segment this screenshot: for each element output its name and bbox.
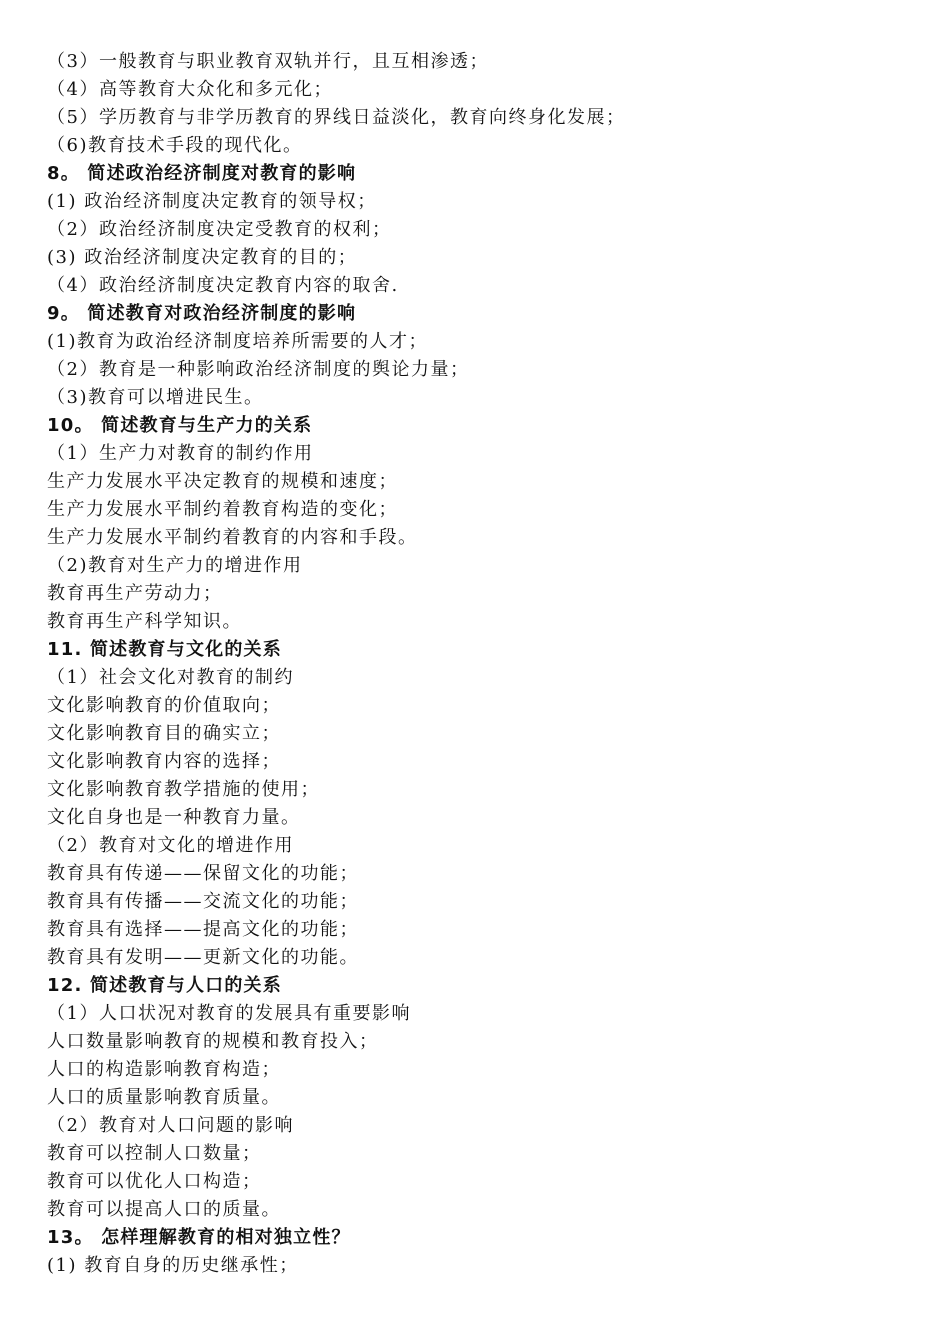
- body-text-line: 生产力发展水平制约着教育构造的变化；: [47, 499, 398, 520]
- list-item: （1）社会文化对教育的制约: [47, 667, 294, 688]
- list-item: （1）生产力对教育的制约作用: [47, 443, 314, 464]
- section-heading: 10。 简述教育与生产力的关系: [47, 415, 313, 436]
- body-text-line: 教育具有传播——交流文化的功能；: [47, 891, 359, 912]
- list-item: （2）教育是一种影响政治经济制度的舆论力量；: [47, 359, 470, 380]
- body-text-line: 文化影响教育教学措施的使用；: [47, 779, 320, 800]
- body-text-line: 文化自身也是一种教育力量。: [47, 807, 301, 828]
- list-item: （4）政治经济制度决定教育内容的取舍.: [47, 275, 399, 296]
- body-text-line: 人口的构造影响教育构造；: [47, 1059, 281, 1080]
- list-item: (3) 政治经济制度决定教育的目的；: [47, 247, 358, 268]
- list-item: （2）教育对人口问题的影响: [47, 1115, 294, 1136]
- section-heading: 9。 简述教育对政治经济制度的影响: [47, 303, 357, 324]
- section-heading: 13。 怎样理解教育的相对独立性？: [47, 1227, 351, 1248]
- body-text-line: 教育可以优化人口构造；: [47, 1171, 262, 1192]
- list-item: (1) 政治经济制度决定教育的领导权；: [47, 191, 377, 212]
- body-text-line: 人口的质量影响教育质量。: [47, 1087, 281, 1108]
- list-item: （4）高等教育大众化和多元化；: [47, 79, 333, 100]
- list-item: （2）政治经济制度决定受教育的权利；: [47, 219, 392, 240]
- list-item: （2)教育对生产力的增进作用: [47, 555, 303, 576]
- list-item: （3）一般教育与职业教育双轨并行，且互相渗透；: [47, 51, 489, 72]
- body-text-line: 生产力发展水平决定教育的规模和速度；: [47, 471, 398, 492]
- document-page: [47, 48, 927, 1280]
- list-item: （6)教育技术手段的现代化。: [47, 135, 303, 156]
- body-text-line: 教育具有发明——更新文化的功能。: [47, 947, 359, 968]
- body-text-line: 生产力发展水平制约着教育的内容和手段。: [47, 527, 418, 548]
- section-heading: 12. 简述教育与人口的关系: [47, 975, 282, 996]
- section-heading: 8。 简述政治经济制度对教育的影响: [47, 163, 357, 184]
- body-text-line: 教育再生产科学知识。: [47, 611, 242, 632]
- list-item: (1) 教育自身的历史继承性；: [47, 1255, 299, 1276]
- list-item: （1）人口状况对教育的发展具有重要影响: [47, 1003, 411, 1024]
- body-text-line: 教育具有选择——提高文化的功能；: [47, 919, 359, 940]
- body-text-line: 文化影响教育内容的选择；: [47, 751, 281, 772]
- body-text-line: 教育具有传递——保留文化的功能；: [47, 863, 359, 884]
- section-heading: 11. 简述教育与文化的关系: [47, 639, 282, 660]
- body-text-line: 人口数量影响教育的规模和教育投入；: [47, 1031, 379, 1052]
- body-text-line: 文化影响教育目的确实立；: [47, 723, 281, 744]
- list-item: （2）教育对文化的增进作用: [47, 835, 294, 856]
- body-text-line: 教育再生产劳动力；: [47, 583, 223, 604]
- body-text-line: 教育可以控制人口数量；: [47, 1143, 262, 1164]
- body-text-line: 文化影响教育的价值取向；: [47, 695, 281, 716]
- list-item: （5）学历教育与非学历教育的界线日益淡化，教育向终身化发展；: [47, 107, 626, 128]
- list-item: （3)教育可以增进民生。: [47, 387, 264, 408]
- list-item: (1)教育为政治经济制度培养所需要的人才；: [47, 331, 428, 352]
- body-text-line: 教育可以提高人口的质量。: [47, 1199, 281, 1220]
